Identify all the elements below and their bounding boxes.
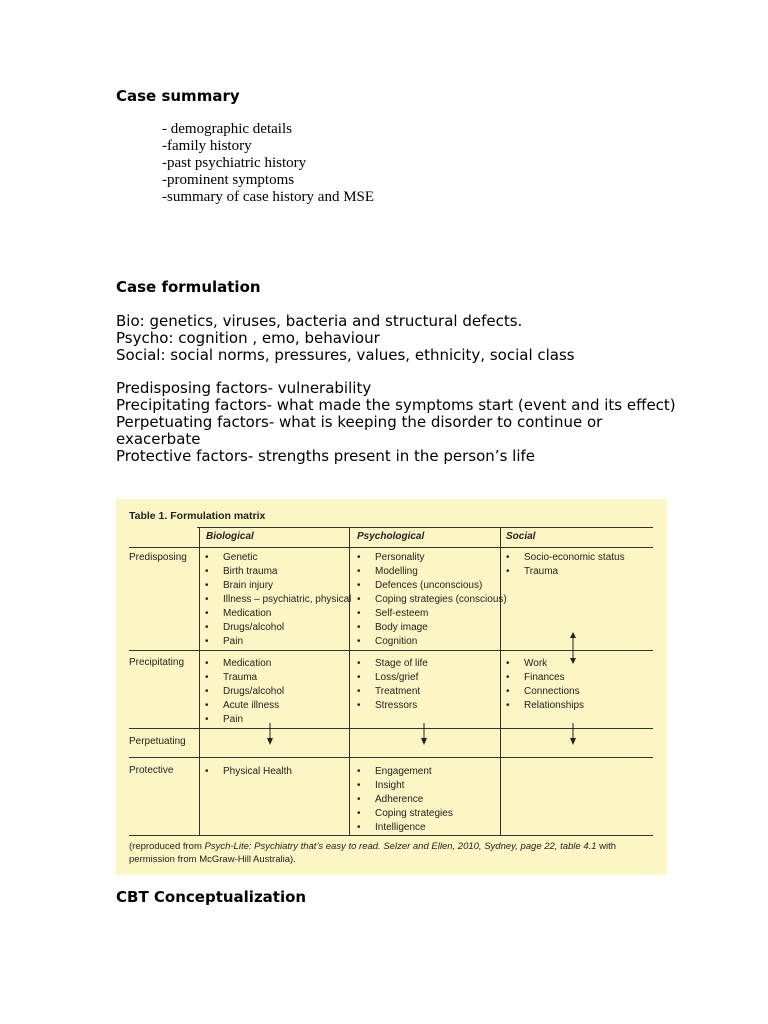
list-item: • Self-esteem bbox=[357, 607, 507, 621]
down-arrow-icon bbox=[264, 723, 276, 745]
cell-protective-psychological bbox=[357, 765, 453, 835]
list-item: • Drugs/alcohol bbox=[205, 685, 284, 699]
list-item: • Trauma bbox=[205, 671, 284, 685]
list-item: • Physical Health bbox=[205, 765, 292, 779]
list-item: • Intelligence bbox=[357, 821, 453, 835]
list-item: • Connections bbox=[506, 685, 584, 699]
caption-source: Psych-Lite: Psychiatry that’s easy to read. Selzer and Ellen, 2010, Sydney, page 22, table 4.1 bbox=[204, 841, 597, 852]
list-item: • Coping strategies bbox=[357, 807, 453, 821]
list-item: • Adherence bbox=[357, 793, 453, 807]
psycho-line: Psycho: cognition , emo, behaviour bbox=[116, 329, 380, 347]
caption-suffix: with permission from McGraw-Hill Australia). bbox=[129, 841, 617, 865]
factors-paragraph bbox=[116, 380, 676, 465]
row-label-protective: Protective bbox=[129, 765, 174, 776]
list-item: • Insight bbox=[357, 779, 453, 793]
list-item: • Work bbox=[506, 657, 584, 671]
list-item: • Defences (unconscious) bbox=[357, 579, 507, 593]
cbt-heading: CBT Conceptualization bbox=[116, 888, 307, 906]
cell-precipitating-biological bbox=[205, 657, 284, 727]
column-header-psychological: Psychological bbox=[357, 531, 425, 542]
list-item: - demographic details bbox=[162, 121, 292, 137]
list-item: • Pain bbox=[205, 635, 351, 649]
list-item: • Trauma bbox=[506, 565, 625, 579]
list-item: • Genetic bbox=[205, 551, 351, 565]
formulation-matrix-figure bbox=[116, 499, 667, 875]
column-header-social: Social bbox=[506, 531, 536, 542]
list-item: -prominent symptoms bbox=[162, 172, 295, 188]
list-item: • Coping strategies (conscious) bbox=[357, 593, 507, 607]
list-item: • Stage of life bbox=[357, 657, 428, 671]
list-item: • Relationships bbox=[506, 699, 584, 713]
down-arrow-icon bbox=[567, 723, 579, 745]
cell-precipitating-social bbox=[506, 657, 584, 713]
table-title: Table 1. Formulation matrix bbox=[129, 510, 266, 522]
cell-predisposing-social bbox=[506, 551, 625, 579]
list-item: • Stressors bbox=[357, 699, 428, 713]
table-caption bbox=[129, 840, 657, 866]
perpetuating-line: Perpetuating factors- what is keeping the disorder to continue or exacerbate bbox=[116, 413, 603, 448]
predisposing-line: Predisposing factors- vulnerability bbox=[116, 379, 372, 397]
list-item: • Cognition bbox=[357, 635, 507, 649]
case-summary-list bbox=[162, 121, 374, 206]
row-label-precipitating: Precipitating bbox=[129, 657, 185, 668]
list-item: • Illness – psychiatric, physical bbox=[205, 593, 351, 607]
column-header-biological: Biological bbox=[206, 531, 254, 542]
protective-line: Protective factors- strengths present in the person’s life bbox=[116, 447, 536, 465]
list-item: -past psychiatric history bbox=[162, 155, 307, 171]
list-item: -family history bbox=[162, 138, 252, 154]
list-item: • Brain injury bbox=[205, 579, 351, 593]
cell-protective-biological bbox=[205, 765, 292, 779]
list-item: • Medication bbox=[205, 657, 284, 671]
cell-predisposing-psychological bbox=[357, 551, 507, 649]
list-item: • Socio-economic status bbox=[506, 551, 625, 565]
social-line: Social: social norms, pressures, values, ethnicity, social class bbox=[116, 346, 575, 364]
list-item: • Modelling bbox=[357, 565, 507, 579]
bps-paragraph bbox=[116, 313, 676, 364]
list-item: • Body image bbox=[357, 621, 507, 635]
caption-prefix: (reproduced from bbox=[129, 841, 205, 852]
row-label-perpetuating: Perpetuating bbox=[129, 736, 186, 747]
list-item: • Birth trauma bbox=[205, 565, 351, 579]
case-formulation-heading: Case formulation bbox=[116, 278, 261, 296]
double-arrow-icon bbox=[567, 632, 579, 664]
list-item: • Personality bbox=[357, 551, 507, 565]
list-item: • Engagement bbox=[357, 765, 453, 779]
down-arrow-icon bbox=[418, 723, 430, 745]
bio-line: Bio: genetics, viruses, bacteria and structural defects. bbox=[116, 312, 523, 330]
list-item: • Acute illness bbox=[205, 699, 284, 713]
list-item: • Loss/grief bbox=[357, 671, 428, 685]
list-item: • Drugs/alcohol bbox=[205, 621, 351, 635]
cell-predisposing-biological bbox=[205, 551, 351, 649]
cell-precipitating-psychological bbox=[357, 657, 428, 713]
precipitating-line: Precipitating factors- what made the symptoms start (event and its effect) bbox=[116, 396, 676, 414]
row-label-predisposing: Predisposing bbox=[129, 552, 187, 563]
list-item: • Treatment bbox=[357, 685, 428, 699]
list-item: • Finances bbox=[506, 671, 584, 685]
case-summary-heading: Case summary bbox=[116, 87, 240, 105]
list-item: • Pain bbox=[205, 713, 284, 727]
list-item: -summary of case history and MSE bbox=[162, 189, 375, 205]
list-item: • Medication bbox=[205, 607, 351, 621]
